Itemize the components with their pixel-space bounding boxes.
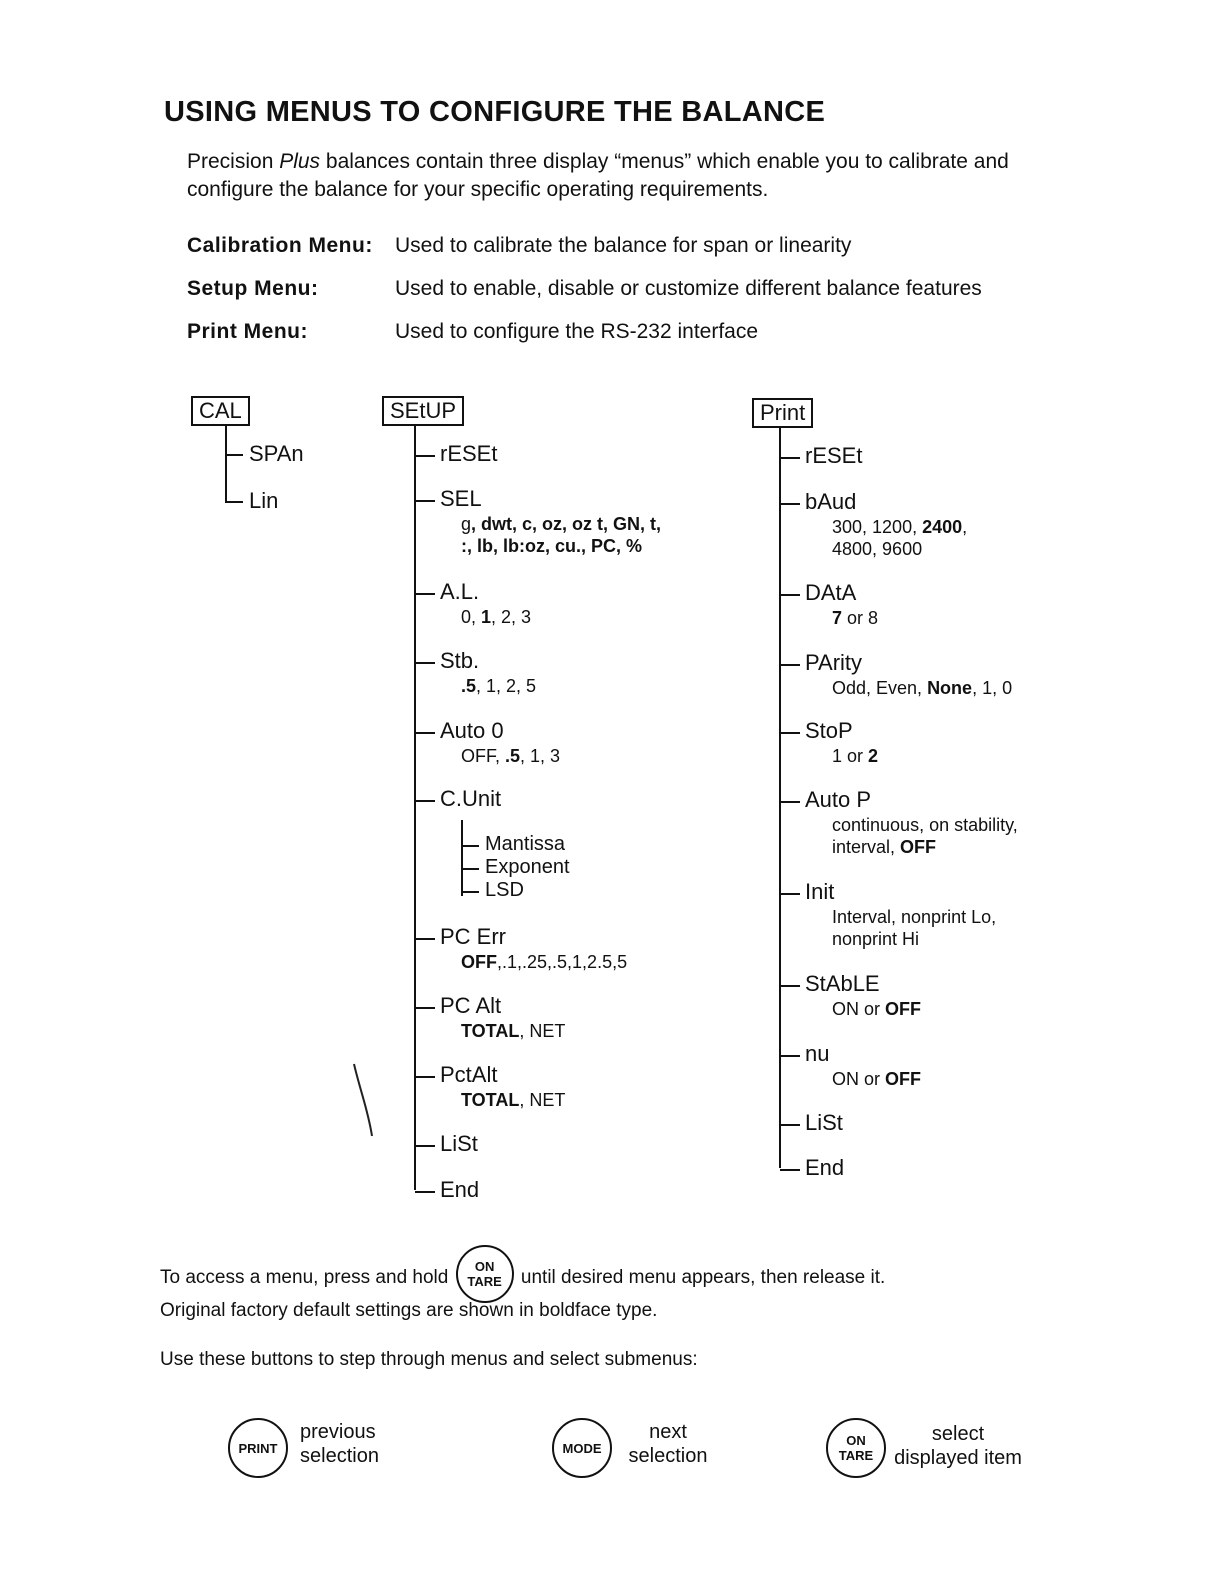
print-item: End	[805, 1155, 845, 1180]
setup-option-line: TOTAL, NET	[461, 1090, 566, 1110]
setup-item: PC Alt	[440, 993, 502, 1018]
print-item: Init	[805, 879, 835, 904]
print-button-label: previous selection	[300, 1421, 379, 1467]
setup-option-line: 0, 1, 2, 3	[461, 607, 532, 627]
print-option-line: 7 or 8	[832, 608, 879, 628]
setup-item: PC Err	[440, 924, 506, 949]
setup-subitem: LSD	[485, 879, 524, 901]
print-item: StAbLE	[805, 971, 880, 996]
print-option-line: 4800, 9600	[832, 539, 923, 559]
definition-term: Calibration Menu:	[187, 234, 373, 257]
cal-menu-label: CAL	[191, 396, 250, 426]
print-option-line: nonprint Hi	[832, 929, 920, 949]
buttons-intro-note: Use these buttons to step through menus and select submenus:	[160, 1349, 698, 1370]
print-item: nu	[805, 1041, 830, 1066]
defaults-note: Original factory default settings are shown in boldface type.	[160, 1300, 658, 1321]
print-option-line: interval, OFF	[832, 837, 937, 857]
setup-item: SEL	[440, 486, 482, 511]
setup-subitem: Mantissa	[485, 833, 566, 855]
mode-button-icon: MODE	[552, 1418, 612, 1478]
print-item: StoP	[805, 718, 853, 743]
definition-term: Print Menu:	[187, 320, 308, 343]
print-item: rESEt	[805, 443, 863, 468]
print-option-line: 300, 1200, 2400,	[832, 517, 968, 537]
setup-option-line: :, lb, lb:oz, cu., PC, %	[461, 536, 643, 556]
setup-option-line: OFF, .5, 1, 3	[461, 746, 561, 766]
print-option-line: Interval, nonprint Lo,	[832, 907, 997, 927]
print-button-icon: PRINT	[228, 1418, 288, 1478]
print-option-line: ON or OFF	[832, 999, 922, 1019]
setup-option-line: .5, 1, 2, 5	[461, 676, 537, 696]
definition-desc: Used to calibrate the balance for span or linearity	[395, 234, 852, 257]
print-item: LiSt	[805, 1110, 843, 1135]
access-note: To access a menu, press and hold ON TARE until desired menu appears, then release it.	[160, 1249, 885, 1307]
setup-item: PctAlt	[440, 1062, 498, 1087]
definition-term: Setup Menu:	[187, 277, 319, 300]
setup-option-line: OFF,.1,.25,.5,1,2.5,5	[461, 952, 628, 972]
print-option-line: ON or OFF	[832, 1069, 922, 1089]
setup-menu-label: SEtUP	[382, 396, 464, 426]
print-item: Auto P	[805, 787, 872, 812]
on-tare-button-label: select displayed item	[894, 1423, 1022, 1469]
print-menu-label: Print	[752, 398, 813, 428]
print-option-line: continuous, on stability,	[832, 815, 1018, 835]
cal-item-span: SPAn	[249, 441, 304, 466]
print-item: PArity	[805, 650, 863, 675]
print-item: DAtA	[805, 580, 857, 605]
intro-paragraph: Precision Plus balances contain three display “menus” which enable you to calibrate and configure the balance for your specific operating requirements.	[187, 150, 1009, 201]
pen-mark	[350, 1060, 380, 1140]
print-item: bAud	[805, 489, 857, 514]
setup-item: A.L.	[440, 579, 480, 604]
definition-desc: Used to configure the RS-232 interface	[395, 320, 759, 343]
print-option-line: 1 or 2	[832, 746, 879, 766]
setup-option-line: g, dwt, c, oz, oz t, GN, t,	[461, 514, 662, 534]
on-tare-button-icon: ON TARE	[456, 1245, 514, 1303]
on-tare-button-icon: ON TARE	[826, 1418, 886, 1478]
setup-item: LiSt	[440, 1131, 478, 1156]
definition-desc: Used to enable, disable or customize different balance features	[395, 277, 982, 300]
print-option-line: Odd, Even, None, 1, 0	[832, 678, 1013, 698]
cal-item-lin: Lin	[249, 488, 279, 513]
setup-item: Auto 0	[440, 718, 504, 743]
setup-item: Stb.	[440, 648, 480, 673]
setup-option-line: TOTAL, NET	[461, 1021, 566, 1041]
mode-button-label: next selection	[628, 1421, 708, 1467]
setup-subitem: Exponent	[485, 856, 570, 878]
setup-item: rESEt	[440, 441, 498, 466]
setup-item: C.Unit	[440, 786, 502, 811]
setup-item: End	[440, 1177, 480, 1202]
page-title: USING MENUS TO CONFIGURE THE BALANCE	[164, 96, 826, 128]
